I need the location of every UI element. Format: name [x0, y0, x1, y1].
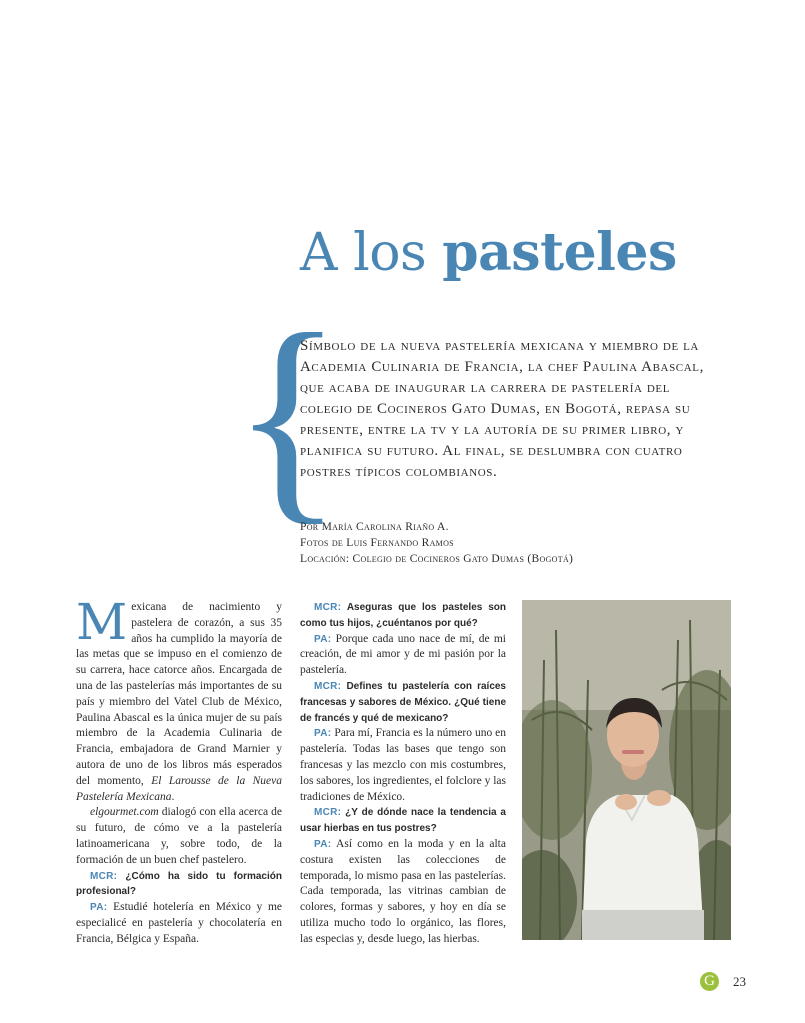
credit-location: Locación: Colegio de Cocineros Gato Dumas (Bogotá)	[300, 553, 574, 565]
question-text: Defines tu pastelería con raíces francesas y sabores de México. ¿Qué tiene de francés y qué de mexicano?	[300, 680, 506, 724]
speaker-label: PA:	[314, 838, 332, 850]
answer-2	[300, 632, 506, 679]
drop-cap: M	[76, 593, 128, 651]
body-column-1	[76, 593, 282, 948]
speaker-label: MCR:	[90, 870, 118, 882]
speaker-label: MCR:	[314, 807, 342, 819]
answer-text: Así como en la moda y en la alta costura existen las colecciones de temporada, lo mismo pasa en las pastelerías. Cada temporada, las vitrinas cambian de colores, formas y sabores, y hoy en día se utiliza mucho todo lo orgánico, las flores, las especias y, desde luego, las hierbas.	[300, 837, 506, 945]
speaker-label: PA:	[314, 728, 332, 740]
chef-portrait-photo	[522, 600, 731, 940]
speaker-label: PA:	[314, 633, 332, 645]
question-text: Aseguras que los pasteles son como tus hijos, ¿cuéntanos por qué?	[300, 602, 506, 629]
title-bold: pasteles	[442, 222, 677, 283]
answer-text: Para mí, Francia es la número uno en pastelería. Todas las bases que tengo son francesas y las mezclo con mis costumbres, los sabores, los ingredientes, el folclore y las tradiciones de México.	[300, 727, 506, 803]
paragraph-site-text: dialogó con ella acerca de su futuro, de cómo ve a la pastelería latinoamericana y, sobre todo, de la formación de un buen chef pastelero.	[76, 806, 282, 866]
intro-paragraph	[76, 593, 282, 805]
speaker-label: MCR:	[314, 602, 342, 613]
speaker-label: PA:	[90, 902, 108, 914]
question-4	[300, 805, 506, 837]
book-title: El Larousse de la Nueva Pastelería Mexicana	[76, 774, 282, 803]
speaker-label: MCR:	[314, 680, 342, 692]
answer-4	[300, 837, 506, 948]
intro-text: exicana de nacimiento y pastelera de corazón, a sus 35 años ha cumplido la mayoría de las metas que se impuso en el comienzo de su carrera, hace catorce años. Encargada de una de las pastelerías más importantes de su país y miembro del Vatel Club de México, Paulina Abascal es la única mujer de su país miembro de la Academia Culinaria de Francia, embajadora de Grand Marnier y autora de uno de los libros más esperados del momento,	[76, 601, 282, 787]
article-title	[300, 222, 677, 283]
paragraph-site	[76, 805, 282, 868]
curly-brace-ornament: {	[232, 287, 344, 544]
body-column-2	[300, 600, 506, 948]
title-light: A los	[300, 223, 443, 283]
credit-photos: Fotos de Luis Fernando Ramos	[300, 537, 454, 549]
answer-text: Estudié hotelería en México y me especialicé en pastelería y chocolatería en Francia, Bélgica y España.	[76, 901, 282, 945]
question-text: ¿Y de dónde nace la tendencia a usar hierbas en tus postres?	[300, 807, 506, 835]
question-text: ¿Cómo ha sido tu formación profesional?	[76, 870, 282, 898]
question-2	[300, 600, 506, 632]
page-footer	[700, 972, 746, 991]
page-number: 23	[733, 973, 746, 989]
answer-text: Porque cada uno nace de mí, de mi creación, de mi amor y de mi pasión por la pastelería.	[300, 632, 506, 677]
intro-end: .	[171, 790, 175, 803]
question-1	[76, 869, 282, 901]
article-intro: Símbolo de la nueva pastelería mexicana y miembro de la Academia Culinaria de Francia, la chef Paulina Abascal, que acaba de inaugurar la carrera de pastelería del colegio de Cocineros Gato Dumas, en Bogotá, repasa su presente, entre la tv y la autoría de su primer libro, y planifica su futuro. Al final, se deslumbra con cuatro postres típicos colombianos.	[300, 338, 704, 480]
answer-1	[76, 900, 282, 947]
answer-3	[300, 726, 506, 805]
question-3	[300, 679, 506, 726]
credit-author: Por María Carolina Riaño A.	[300, 521, 449, 533]
site-name: elgourmet.com	[90, 806, 159, 819]
magazine-logo-badge: G	[700, 972, 719, 991]
chef-portrait-illustration	[522, 600, 731, 940]
credits	[300, 519, 720, 567]
